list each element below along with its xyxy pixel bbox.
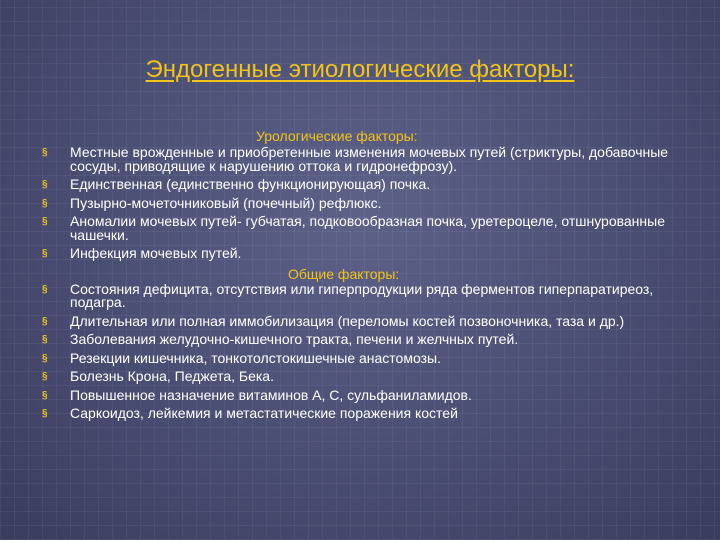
list-item — [42, 349, 692, 366]
bullet-icon: § — [42, 371, 48, 382]
list-item-text: Пузырно-мочеточниковый (почечный) рефлюкс. — [70, 194, 382, 211]
list-item — [42, 178, 692, 192]
list-item-text: Состояния дефицита, отсутствия или гиперпродукции ряда ферментов гиперпаратиреоз, подагра. — [70, 280, 654, 310]
bullet-icon: § — [42, 179, 48, 190]
slide-title: Эндогенные этиологические факторы: — [145, 56, 575, 83]
list-item — [42, 312, 692, 329]
list-item-text: Аномалии мочевых путей- губчатая, подковообразная почка, уретероцеле, отшнурованные чашечки. — [70, 213, 665, 243]
list-item-text: Единственная (единственно функционирующая) почка. — [70, 176, 431, 192]
list-item — [42, 215, 692, 242]
bullet-icon: § — [42, 283, 48, 295]
bullet-icon: § — [42, 197, 48, 209]
list-item-text: Инфекция мочевых путей. — [70, 245, 242, 261]
bullet-icon: § — [42, 216, 48, 227]
list-item-text: Повышенное назначение витаминов А, С, сульфаниламидов. — [70, 386, 472, 403]
list-item — [42, 247, 692, 261]
bullet-icon: § — [42, 248, 48, 259]
section-heading-urological: Урологические факторы: — [256, 128, 418, 144]
urological-factors-list — [42, 146, 692, 261]
list-item — [42, 407, 692, 421]
general-factors-list — [42, 280, 692, 421]
section-heading-general: Общие факторы: — [288, 265, 400, 282]
bullet-icon: § — [42, 352, 48, 364]
list-item-text: Саркоидоз, лейкемия и метастатические поражения костей — [70, 405, 458, 421]
bullet-icon: § — [42, 408, 48, 419]
bullet-icon: § — [42, 389, 48, 401]
list-item-text: Местные врожденные и приобретенные изменения мочевых путей (стриктуры, добавочные сосуды, приводящие к нарушению оттока и гидронефрозу). — [70, 144, 669, 174]
bullet-icon: § — [42, 315, 48, 327]
list-item — [42, 194, 692, 211]
list-item — [42, 386, 692, 403]
list-item — [42, 146, 692, 173]
list-item — [42, 370, 692, 384]
list-item-text: Резекции кишечника, тонкотолстокишечные анастомозы. — [70, 349, 441, 366]
slide-content — [42, 128, 692, 426]
list-item — [42, 333, 692, 347]
bullet-icon: § — [42, 147, 48, 158]
list-item — [42, 280, 692, 310]
list-item-text: Длительная или полная иммобилизация (переломы костей позвоночника, таза и др.) — [70, 312, 625, 329]
list-item-text: Болезнь Крона, Педжета, Бека. — [70, 368, 274, 384]
bullet-icon: § — [42, 334, 48, 345]
list-item-text: Заболевания желудочно-кишечного тракта, печени и желчных путей. — [70, 331, 519, 347]
